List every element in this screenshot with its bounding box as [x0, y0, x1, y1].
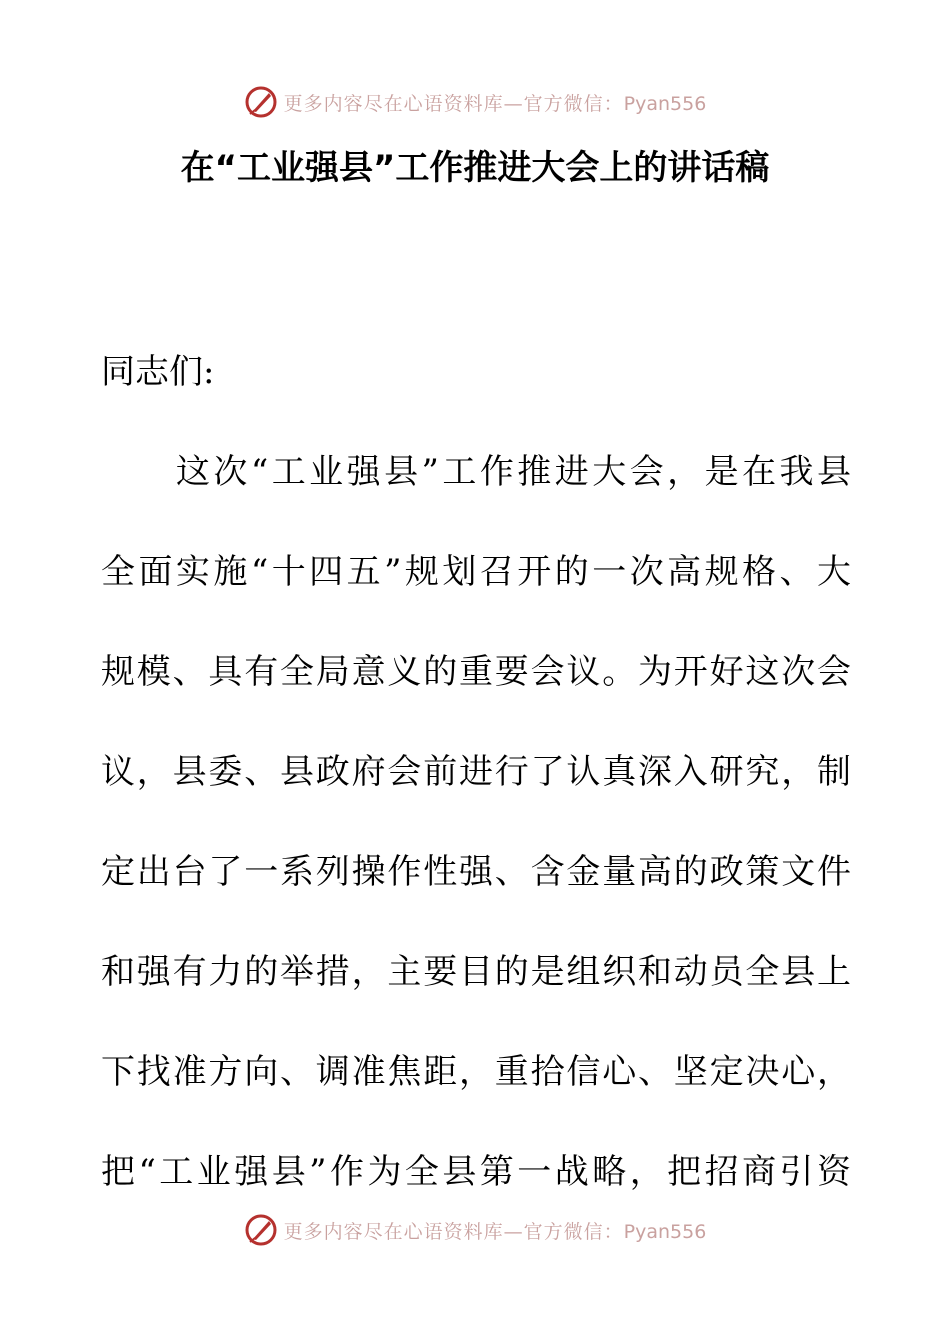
document-body [101, 322, 851, 1222]
quill-logo-icon [244, 85, 278, 119]
header-watermark [0, 82, 950, 122]
paragraph-line: 定出台了一系列操作性强、含金量高的政策文件 [101, 852, 851, 892]
wechat-id: Pyan556 [623, 92, 707, 115]
paragraph-line: 规模、具有全局意义的重要会议。为开好这次会 [101, 652, 851, 692]
watermark-text: 更多内容尽在心语资料库—官方微信：Pyan556 [283, 1220, 707, 1243]
paragraph-line: 议，县委、县政府会前进行了认真深入研究，制 [101, 752, 851, 792]
footer-watermark [0, 1210, 950, 1250]
watermark-text: 更多内容尽在心语资料库—官方微信：Pyan556 [283, 92, 707, 115]
paragraph-line: 把“工业强县”作为全县第一战略，把招商引资 [101, 1152, 851, 1192]
paragraph-line: 下找准方向、调准焦距，重拾信心、坚定决心， [101, 1052, 851, 1092]
paragraph-line: 这次“工业强县”工作推进大会，是在我县 [101, 452, 851, 492]
document-title: 在“工业强县”工作推进大会上的讲话稿 [180, 148, 770, 188]
paragraph-line: 和强有力的举措，主要目的是组织和动员全县上 [101, 952, 851, 992]
quill-logo-icon [244, 1213, 278, 1247]
paragraph-line: 全面实施“十四五”规划召开的一次高规格、大 [101, 552, 851, 592]
salutation: 同志们: [101, 352, 215, 392]
wechat-id: Pyan556 [623, 1220, 707, 1243]
